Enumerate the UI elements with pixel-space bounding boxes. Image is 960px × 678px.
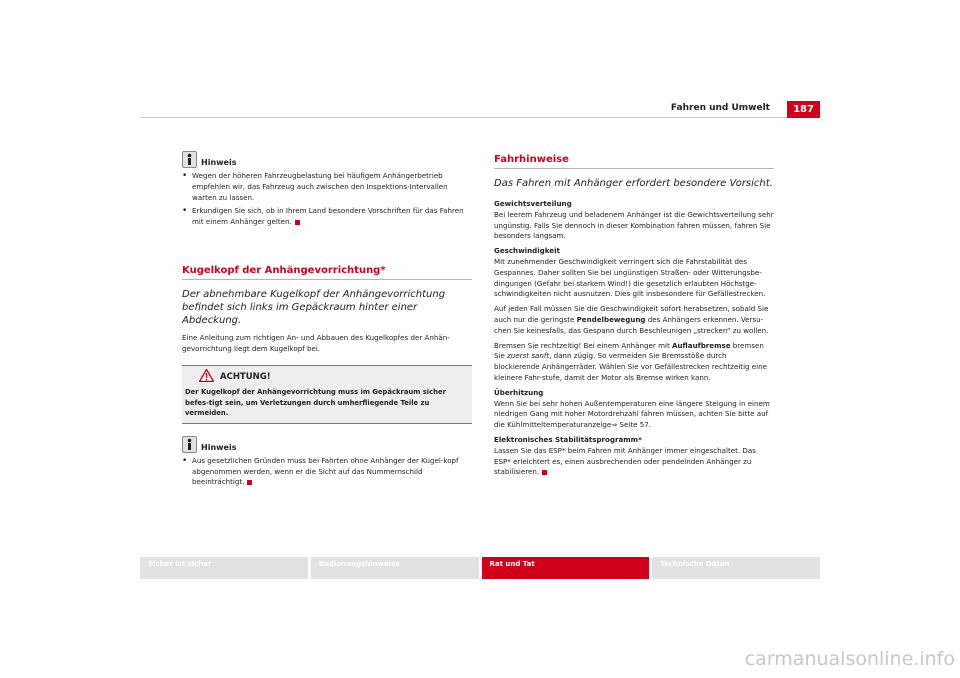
bullet-dot-icon: • bbox=[182, 206, 188, 217]
end-mark-icon bbox=[247, 480, 252, 485]
footer-tab-bedienung[interactable]: Bedienungshinweise bbox=[311, 557, 479, 579]
page-number-badge: 187 bbox=[787, 101, 820, 118]
end-mark-icon bbox=[542, 470, 547, 475]
note-heading bbox=[182, 151, 472, 168]
section-body-kugelkopf: Eine Anleitung zum richtigen An- und Abbauen des Kugelkopfes der Anhän-gevorrichtung liegt dem Kugelkopf bei. bbox=[182, 332, 450, 353]
emphasis-pendelbewegung: Pendelbewegung bbox=[576, 314, 646, 324]
paragraph-bremsen: Bremsen Sie rechtzeitig! Bei einem Anhänger mit Auflaufbremse bremsen Sie zuerst sanft, dann zügig. So vermeiden Sie Bremsstöße durch blockierende Anhängerräder. Wählen Sie vor Gefällestrecken rechtzeitig eine kleinere Fahr-stufe, damit der Motor als Bremse wirken kann. bbox=[494, 340, 767, 382]
footer-nav bbox=[140, 557, 820, 579]
subheading-geschwindigkeit: Geschwindigkeit bbox=[494, 246, 560, 256]
note-block-2 bbox=[182, 436, 472, 488]
note-info-icon bbox=[182, 151, 197, 168]
footer-tab-rat-und-tat[interactable]: Rat und Tat bbox=[482, 557, 650, 579]
bullet-dot-icon: • bbox=[182, 455, 188, 466]
bullet-text: Wegen der höheren Fahrzeugbelastung bei häufigem Anhängerbetrieb empfehlen wir, das Fahrzeug auch zwischen den Inspektions-Intervallen warten zu lassen. bbox=[192, 171, 448, 202]
end-mark-icon bbox=[295, 220, 300, 225]
warning-label: ACHTUNG! bbox=[220, 371, 271, 382]
subheading-esp: Elektronisches Stabilitätsprogramm* bbox=[494, 434, 642, 444]
note-heading bbox=[182, 436, 472, 453]
running-header-title: Fahren und Umwelt bbox=[670, 103, 770, 113]
bullet-text: Erkundigen Sie sich, ob in Ihrem Land besondere Vorschriften für das Fahren mit einem Anhänger gelten. bbox=[192, 206, 464, 227]
list-item bbox=[182, 206, 472, 228]
footer-tab-technische-daten[interactable]: Technische Daten bbox=[652, 557, 820, 579]
note-info-icon bbox=[182, 436, 197, 453]
warning-triangle-icon bbox=[199, 369, 214, 386]
paragraph-geschwindigkeit: Mit zunehmender Geschwindigkeit verringert sich die Fahrstabilität des Gespannes. Daher sollten Sie bei ungünstigen Straßen- oder Witterungsbe-dingungen (Gefahr bei starkem Wind!) die gesetzlich erlaubten Höchstge-schwindigkeiten nicht ausnutzen. Dies gilt insbesondere für Gefällestrecken. bbox=[494, 256, 766, 299]
header-rule bbox=[140, 117, 820, 118]
list-item bbox=[182, 456, 472, 488]
note-label: Hinweis bbox=[201, 158, 237, 167]
footer-tab-sicher[interactable]: Sicher ist sicher bbox=[140, 557, 308, 579]
bullet-text: Aus gesetzlichen Gründen muss bei Fahrten ohne Anhänger der Kugel-kopf abgenommen werden, wenn er die Sicht auf das Nummernschild beeinträchtigt. bbox=[192, 455, 459, 487]
emphasis-zuerst-sanft: zuerst sanft bbox=[507, 351, 550, 361]
paragraph-esp: Lassen Sie das ESP* beim Fahren mit Anhänger immer eingeschaltet. Das ESP* erleichtert es, einen ausbrechenden oder pendelnden Anhänger zu stabilisieren. bbox=[494, 445, 756, 477]
warning-heading bbox=[199, 369, 469, 386]
paragraph-pendelbewegung: Auf jeden Fall müssen Sie die Geschwindigkeit sofort herabsetzen, sobald Sie auch nur die geringste Pendelbewegung des Anhängers erkennen. Versu-chen Sie keinesfalls, das Gespann durch Beschleunigen „strecken“ zu wollen. bbox=[494, 304, 769, 335]
left-column bbox=[182, 151, 472, 488]
subheading-ueberhitzung: Überhitzung bbox=[494, 387, 544, 397]
list-item bbox=[182, 171, 472, 203]
section-subtitle-kugelkopf: Der abnehmbare Kugelkopf der Anhängevorrichtung befindet sich links im Gepäckraum hinter einer Abdeckung. bbox=[182, 288, 446, 326]
subheading-gewichtsverteilung: Gewichtsverteilung bbox=[494, 199, 572, 208]
note-label: Hinweis bbox=[201, 442, 237, 452]
note-block-1 bbox=[182, 151, 472, 228]
paragraph-gewichtsverteilung: Bei leerem Fahrzeug und beladenem Anhänger ist die Gewichtsverteilung sehr ungünstig. Falls Sie dennoch in dieser Kombination fahren müssen, fahren Sie besonders langsam. bbox=[494, 209, 774, 241]
emphasis-auflaufbremse: Auflaufbremse bbox=[671, 340, 731, 350]
right-column bbox=[494, 153, 774, 478]
section-title-fahrhinweise: Fahrhinweise bbox=[494, 153, 774, 169]
watermark-text: carmanualsonline.info bbox=[744, 648, 955, 670]
warning-box bbox=[182, 365, 472, 424]
warning-text: Der Kugelkopf der Anhängevorrichtung muss im Gepäckraum sicher befes-tigt sein, um Verletzungen durch umherfliegende Teile zu vermeiden. bbox=[185, 388, 446, 418]
section-subtitle-fahrhinweise: Das Fahren mit Anhänger erfordert besondere Vorsicht. bbox=[494, 178, 773, 189]
bullet-dot-icon: • bbox=[182, 171, 188, 181]
paragraph-ueberhitzung: Wenn Sie bei sehr hohen Außentemperaturen eine längere Steigung in einem niedrigen Gang mit hoher Motordrehzahl fahren müssen, achten Sie bitte auf die Kühlmitteltemperaturanzeige⇒ Seite 57. bbox=[494, 398, 770, 430]
section-title-kugelkopf: Kugelkopf der Anhängevorrichtung* bbox=[182, 264, 472, 280]
